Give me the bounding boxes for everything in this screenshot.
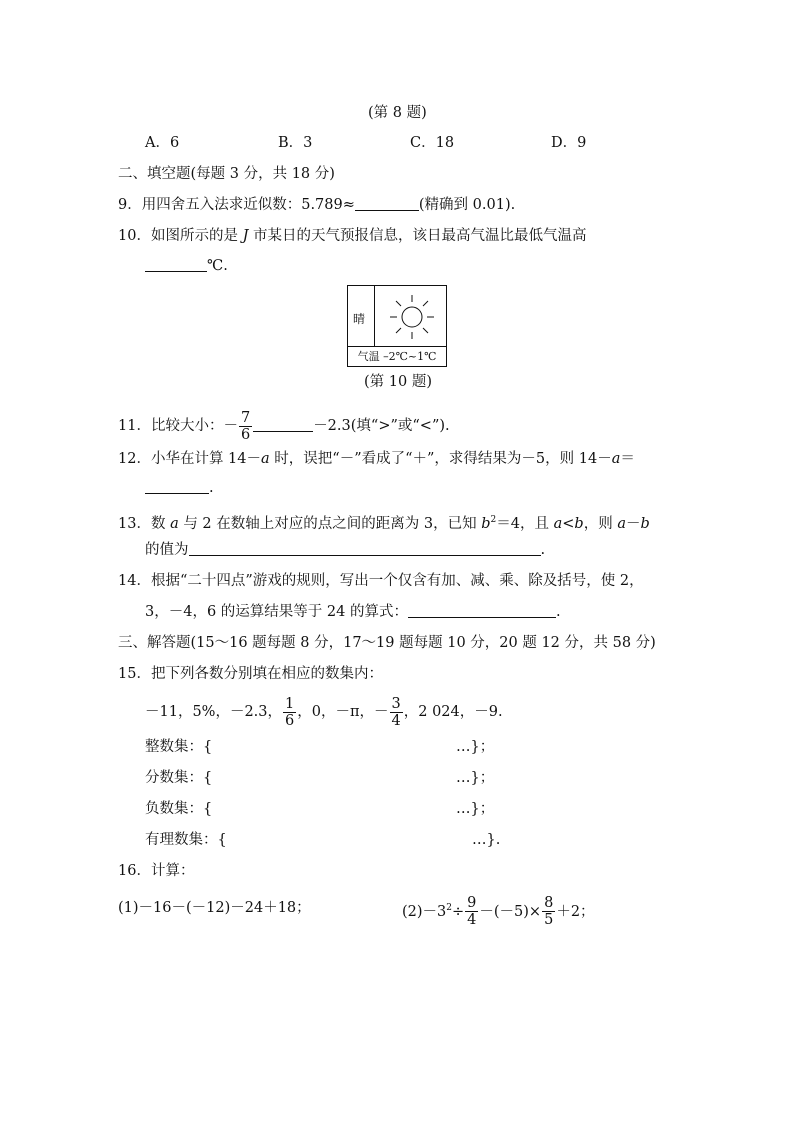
q15-numbers: [145, 690, 503, 734]
q12-var-a: a: [261, 451, 270, 467]
q15-numbers-b: ，0，－π，－: [297, 704, 389, 720]
q8-option-a: A．6: [145, 135, 180, 151]
q15-frac2-num: 3: [391, 695, 401, 712]
q15-frac1-num: 1: [285, 695, 295, 712]
q10-answer-blank[interactable]: [145, 257, 207, 272]
q11-fraction: [239, 410, 252, 443]
q9-text-a: 9．用四舍五入法求近似数：5.789≈: [118, 197, 355, 213]
q11-frac-den: 6: [240, 426, 251, 443]
q16-p2-frac1-num: 9: [467, 895, 477, 912]
q10-var-j: J: [242, 228, 249, 244]
q15-set-integers-end: …}；: [456, 739, 495, 755]
q11-line: [118, 404, 450, 448]
q13-line1: [118, 510, 650, 534]
q16-part2: [402, 886, 595, 934]
q15-set-fractions-label: 分数集：{: [145, 770, 213, 786]
q13-var-a3: a: [617, 515, 626, 532]
q15-intro: 15．把下列各数分别填在相应的数集内：: [118, 666, 383, 682]
q13-lt: <: [562, 515, 575, 532]
q16-intro: 16．计算：: [118, 863, 195, 879]
q15-numbers-c: ，2 024，－9.: [403, 704, 503, 720]
q12-text-a: 12．小华在计算 14－: [118, 451, 262, 467]
q9-line: [118, 195, 515, 215]
q15-set-integers-label: 整数集：{: [145, 739, 213, 755]
weather-temperature: 气温 –2℃~1℃: [348, 346, 446, 367]
q10-text-a: 10．如图所示的是: [118, 228, 243, 244]
q15-numbers-a: －11，5%，－2.3，: [145, 704, 283, 720]
q13-text-c: ＝4，且: [496, 515, 554, 532]
q14-answer-blank[interactable]: [408, 603, 556, 618]
section2-title: 二、填空题(每题 3 分，共 18 分): [118, 166, 335, 182]
q12-end: .: [209, 480, 214, 496]
q15-set-negatives-label: 负数集：{: [145, 801, 213, 817]
q13-line2: [145, 540, 545, 560]
q14-text-a: 3，－4，6 的运算结果等于 24 的算式：: [145, 604, 408, 620]
sun-icon: [388, 293, 436, 341]
q13-end: .: [540, 542, 546, 558]
weather-forecast-figure: [347, 285, 447, 367]
q10-text-b: 市某日的天气预报信息，该日最高气温比最低气温高: [248, 228, 587, 244]
weather-label-cell: [348, 286, 375, 346]
q14-line2: [145, 602, 561, 622]
q15-frac2-den: 4: [391, 712, 401, 729]
q15-set-rationals-label: 有理数集：{: [145, 832, 227, 848]
q16-p2-frac1-den: 4: [467, 912, 477, 929]
q13-text-a: 13．数: [118, 515, 171, 532]
weather-label: 晴: [353, 312, 366, 326]
q15-frac2: [390, 696, 403, 729]
q13-text-b: 与 2 在数轴上对应的点之间的距离为 3，已知: [178, 515, 482, 532]
q12-text-c: ＝: [620, 451, 635, 467]
q14-end: .: [555, 604, 561, 620]
q13-var-a2: a: [553, 515, 563, 532]
q8-option-d: D．9: [551, 135, 587, 151]
q11-answer-blank[interactable]: [253, 417, 313, 432]
q9-answer-blank[interactable]: [355, 196, 419, 211]
q16-p2-c: ＋2；: [556, 903, 595, 920]
q16-p2-frac2: [542, 895, 555, 928]
q8-option-c: C．18: [410, 135, 455, 151]
q9-text-b: (精确到 0.01).: [418, 197, 516, 213]
q15-frac1-den: 6: [285, 712, 295, 729]
q12-line2: [145, 478, 214, 498]
q13-sup: 2: [490, 515, 497, 525]
q16-p2-div: ÷: [452, 903, 465, 920]
q12-answer-blank[interactable]: [145, 479, 209, 494]
q16-part1: (1)－16－(－12)－24＋18；: [118, 900, 311, 916]
q12-var-a2: a: [611, 451, 621, 467]
q14-line1: 14．根据“二十四点”游戏的规则，写出一个仅含有加、减、乘、除及括号，使 2，: [118, 573, 644, 589]
q16-p2-frac2-den: 5: [544, 912, 554, 929]
q13-text-d: ，则: [583, 515, 618, 532]
q11-text-a: 11．比较大小：－: [118, 418, 238, 434]
q11-frac-num: 7: [240, 409, 251, 426]
q13-minus: －: [625, 515, 641, 532]
q16-p2-a: (2)－3: [402, 903, 447, 920]
q10-line1: [118, 226, 587, 246]
q12-text-b: 时，误把“－”看成了“＋”，求得结果为－5，则 14－: [269, 451, 612, 467]
q15-set-negatives-end: …}；: [456, 801, 495, 817]
section3-title: 三、解答题(15～16 题每题 8 分，17～19 题每题 10 分，20 题 12 分，共 58 分): [118, 635, 656, 651]
q13-text-e: 的值为: [145, 542, 189, 558]
q16-p2-frac2-num: 8: [544, 895, 554, 912]
q10-unit: ℃.: [207, 258, 228, 274]
q10-caption: (第 10 题): [364, 374, 432, 390]
q15-frac1: [283, 696, 296, 729]
q16-p2-sup: 2: [446, 903, 452, 913]
q13-answer-blank[interactable]: [189, 541, 541, 556]
q16-p2-frac1: [465, 895, 478, 928]
q13-var-b2: b: [574, 515, 584, 532]
q13-var-a: a: [170, 515, 179, 532]
q13-var-b3: b: [640, 515, 650, 532]
q15-set-rationals-end: …}.: [472, 832, 501, 848]
q12-line1: [118, 449, 635, 469]
q10-line2: [145, 256, 228, 276]
q16-p2-b: －(－5)×: [479, 903, 542, 920]
q13-var-b: b: [481, 515, 491, 532]
q8-option-b: B．3: [278, 135, 313, 151]
q15-set-fractions-end: …}；: [456, 770, 495, 786]
q8-caption: (第 8 题): [368, 105, 427, 121]
q11-text-b: －2.3(填“>”或“<”).: [313, 418, 450, 434]
